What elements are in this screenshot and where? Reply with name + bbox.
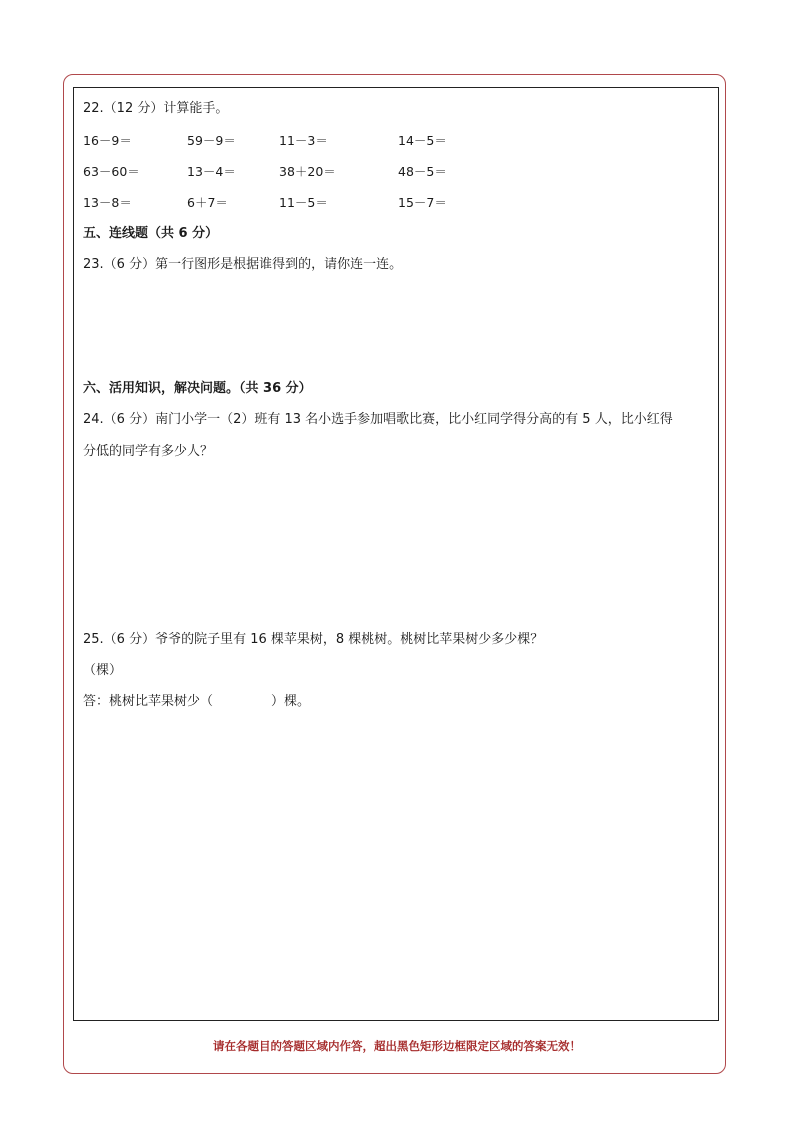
calc-item: 48－5＝ (398, 164, 447, 179)
calc-item: 11－5＝ (279, 195, 328, 210)
calc-item: 15－7＝ (398, 195, 447, 210)
calc-item: 11－3＝ (279, 133, 328, 148)
q25-answer-suffix: ）棵。 (271, 694, 311, 709)
section-6-heading: 六、活用知识，解决问题。（共 36 分） (83, 381, 312, 396)
calc-item: 13－8＝ (83, 195, 132, 210)
calc-item: 6＋7＝ (187, 195, 228, 210)
footer-notice: 请在各题目的答题区域内作答，超出黑色矩形边框限定区域的答案无效！ (213, 1039, 581, 1053)
q25-prompt: 25.（6 分）爷爷的院子里有 16 棵苹果树，8 棵桃树。桃树比苹果树少多少棵？ (83, 632, 544, 647)
q25-answer-area[interactable] (83, 720, 703, 1010)
section-5-heading: 五、连线题（共 6 分） (83, 226, 219, 241)
q24-answer-area[interactable] (83, 468, 703, 623)
calc-item: 14－5＝ (398, 133, 447, 148)
calc-item: 16－9＝ (83, 133, 132, 148)
q25-answer-line (83, 694, 310, 710)
q23-prompt: 23.（6 分）第一行图形是根据谁得到的，请你连一连。 (83, 257, 403, 272)
q25-answer-prefix: 答：桃树比苹果树少（ (83, 694, 214, 709)
q24-prompt-line-1: 24.（6 分）南门小学一（2）班有 13 名小选手参加唱歌比赛，比小红同学得分高的有 5 人，比小红得 (83, 412, 673, 427)
q22-title: 22.（12 分）计算能手。 (83, 101, 229, 116)
calc-item: 38＋20＝ (279, 164, 336, 179)
q23-answer-area[interactable] (83, 280, 703, 375)
calc-item: 13－4＝ (187, 164, 236, 179)
q25-unit: （棵） (83, 663, 123, 678)
calc-item: 59－9＝ (187, 133, 236, 148)
calc-item: 63－60＝ (83, 164, 140, 179)
q24-prompt-line-2: 分低的同学有多少人？ (83, 444, 214, 459)
